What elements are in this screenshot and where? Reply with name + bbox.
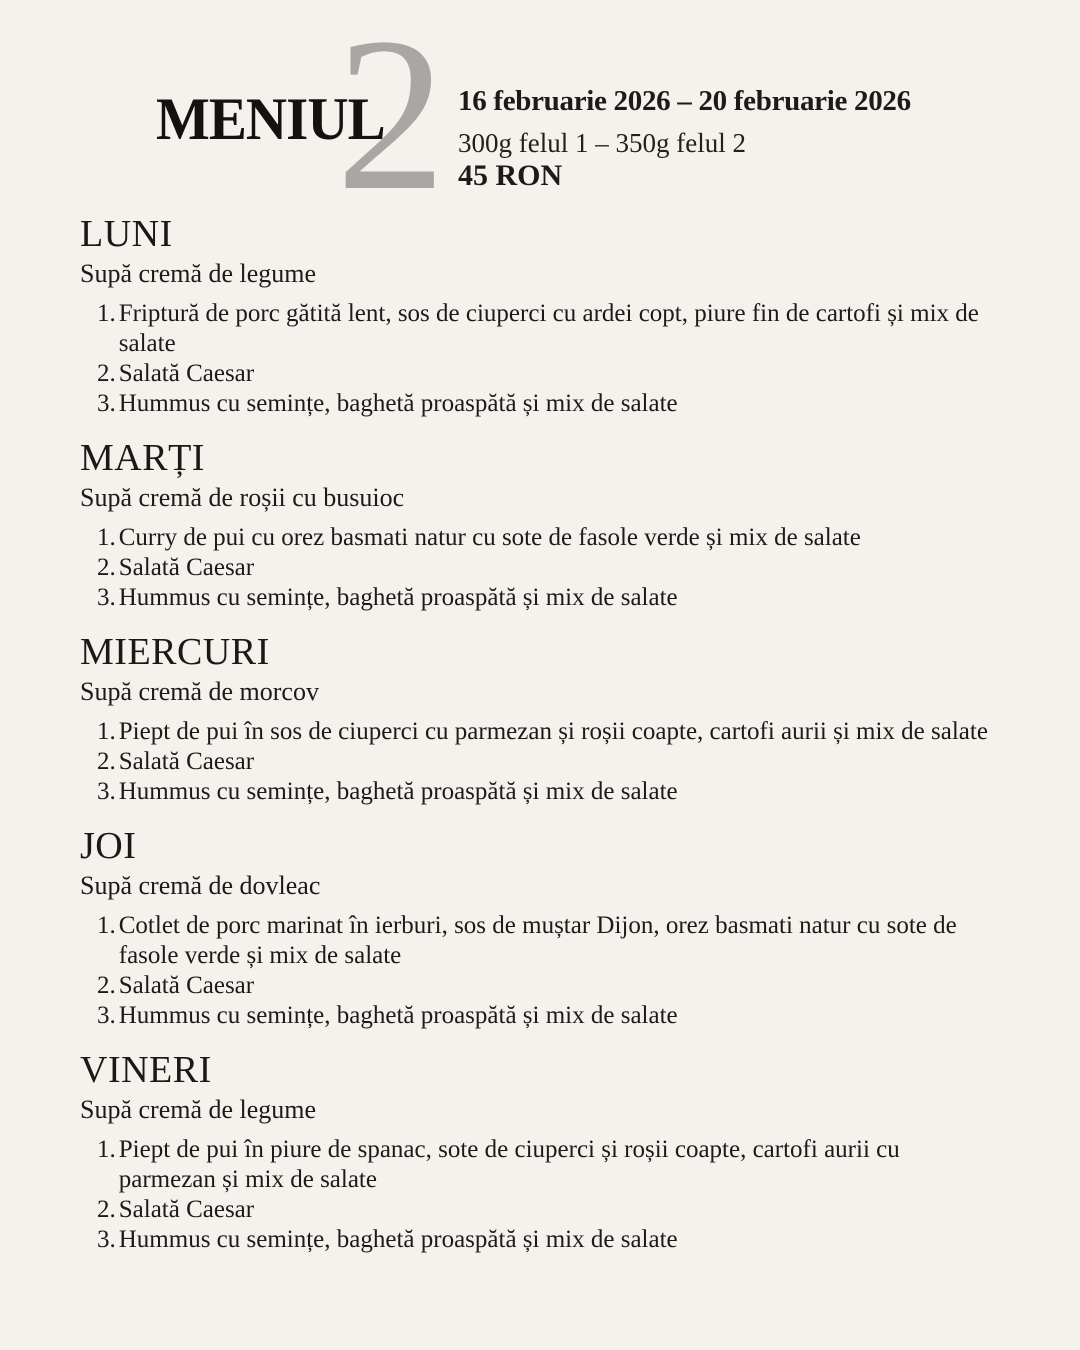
menu-body xyxy=(0,213,1080,1255)
dish-item xyxy=(97,911,1002,971)
dish-item xyxy=(97,1135,1002,1195)
dish-item xyxy=(97,389,1002,419)
dish-text: Piept de pui în sos de ciuperci cu parmezan și roșii coapte, cartofi aurii și mix de salate xyxy=(118,718,988,745)
dish-item xyxy=(97,1001,1002,1031)
day-section-marti xyxy=(80,437,1002,613)
dish-text: Salată Caesar xyxy=(118,972,255,999)
dish-item xyxy=(97,777,1002,807)
dish-text: Salată Caesar xyxy=(118,554,255,581)
soup-name: Supă cremă de roșii cu busuioc xyxy=(80,483,405,512)
dish-item xyxy=(97,359,1002,389)
dish-text: Curry de pui cu orez basmati natur cu sote de fasole verde și mix de salate xyxy=(118,524,861,551)
dish-text: Salată Caesar xyxy=(118,1196,255,1223)
menu-number: 2 xyxy=(336,0,446,236)
dish-list xyxy=(80,1135,1002,1255)
dish-list xyxy=(80,717,1002,807)
day-heading: MARȚI xyxy=(80,437,205,479)
day-heading: LUNI xyxy=(80,213,173,255)
day-heading: VINERI xyxy=(80,1049,212,1091)
dish-item xyxy=(97,553,1002,583)
soup-name: Supă cremă de morcov xyxy=(80,677,319,706)
dish-item xyxy=(97,1195,1002,1225)
soup-name: Supă cremă de legume xyxy=(80,1095,317,1124)
dish-list xyxy=(80,523,1002,613)
dish-text: Salată Caesar xyxy=(118,360,255,387)
dish-item xyxy=(97,583,1002,613)
dish-text: Friptură de porc gătită lent, sos de ciuperci cu ardei copt, piure fin de cartofi și mix de salate xyxy=(118,300,979,357)
price: 45 RON xyxy=(458,159,563,192)
portion-sizes: 300g felul 1 – 350g felul 2 xyxy=(458,128,746,158)
dish-text: Salată Caesar xyxy=(118,748,255,775)
dish-item xyxy=(97,523,1002,553)
dish-item xyxy=(97,1225,1002,1255)
soup-name: Supă cremă de dovleac xyxy=(80,871,321,900)
dish-text: Hummus cu semințe, baghetă proaspătă și mix de salate xyxy=(118,1002,678,1029)
day-section-luni xyxy=(80,213,1002,419)
dish-item xyxy=(97,717,1002,747)
dish-text: Piept de pui în piure de spanac, sote de ciuperci și roșii coapte, cartofi aurii cu parmezan și mix de salate xyxy=(118,1136,900,1193)
dish-list xyxy=(80,299,1002,419)
day-section-joi xyxy=(80,825,1002,1031)
day-heading: JOI xyxy=(80,825,137,867)
date-range: 16 februarie 2026 – 20 februarie 2026 xyxy=(458,85,911,117)
day-section-miercuri xyxy=(80,631,1002,807)
dish-item xyxy=(97,971,1002,1001)
day-heading: MIERCURI xyxy=(80,631,270,673)
dish-text: Cotlet de porc marinat în ierburi, sos de muștar Dijon, orez basmati natur cu sote de fasole verde și mix de salate xyxy=(118,912,957,969)
soup-name: Supă cremă de legume xyxy=(80,259,317,288)
header-info xyxy=(458,84,1018,192)
menu-title: MENIUL xyxy=(156,86,385,152)
dish-list xyxy=(80,911,1002,1031)
dish-item xyxy=(97,299,1002,359)
dish-text: Hummus cu semințe, baghetă proaspătă și mix de salate xyxy=(118,390,678,417)
dish-text: Hummus cu semințe, baghetă proaspătă și mix de salate xyxy=(118,778,678,805)
dish-text: Hummus cu semințe, baghetă proaspătă și mix de salate xyxy=(118,1226,678,1253)
dish-item xyxy=(97,747,1002,777)
dish-text: Hummus cu semințe, baghetă proaspătă și mix de salate xyxy=(118,584,678,611)
day-section-vineri xyxy=(80,1049,1002,1255)
